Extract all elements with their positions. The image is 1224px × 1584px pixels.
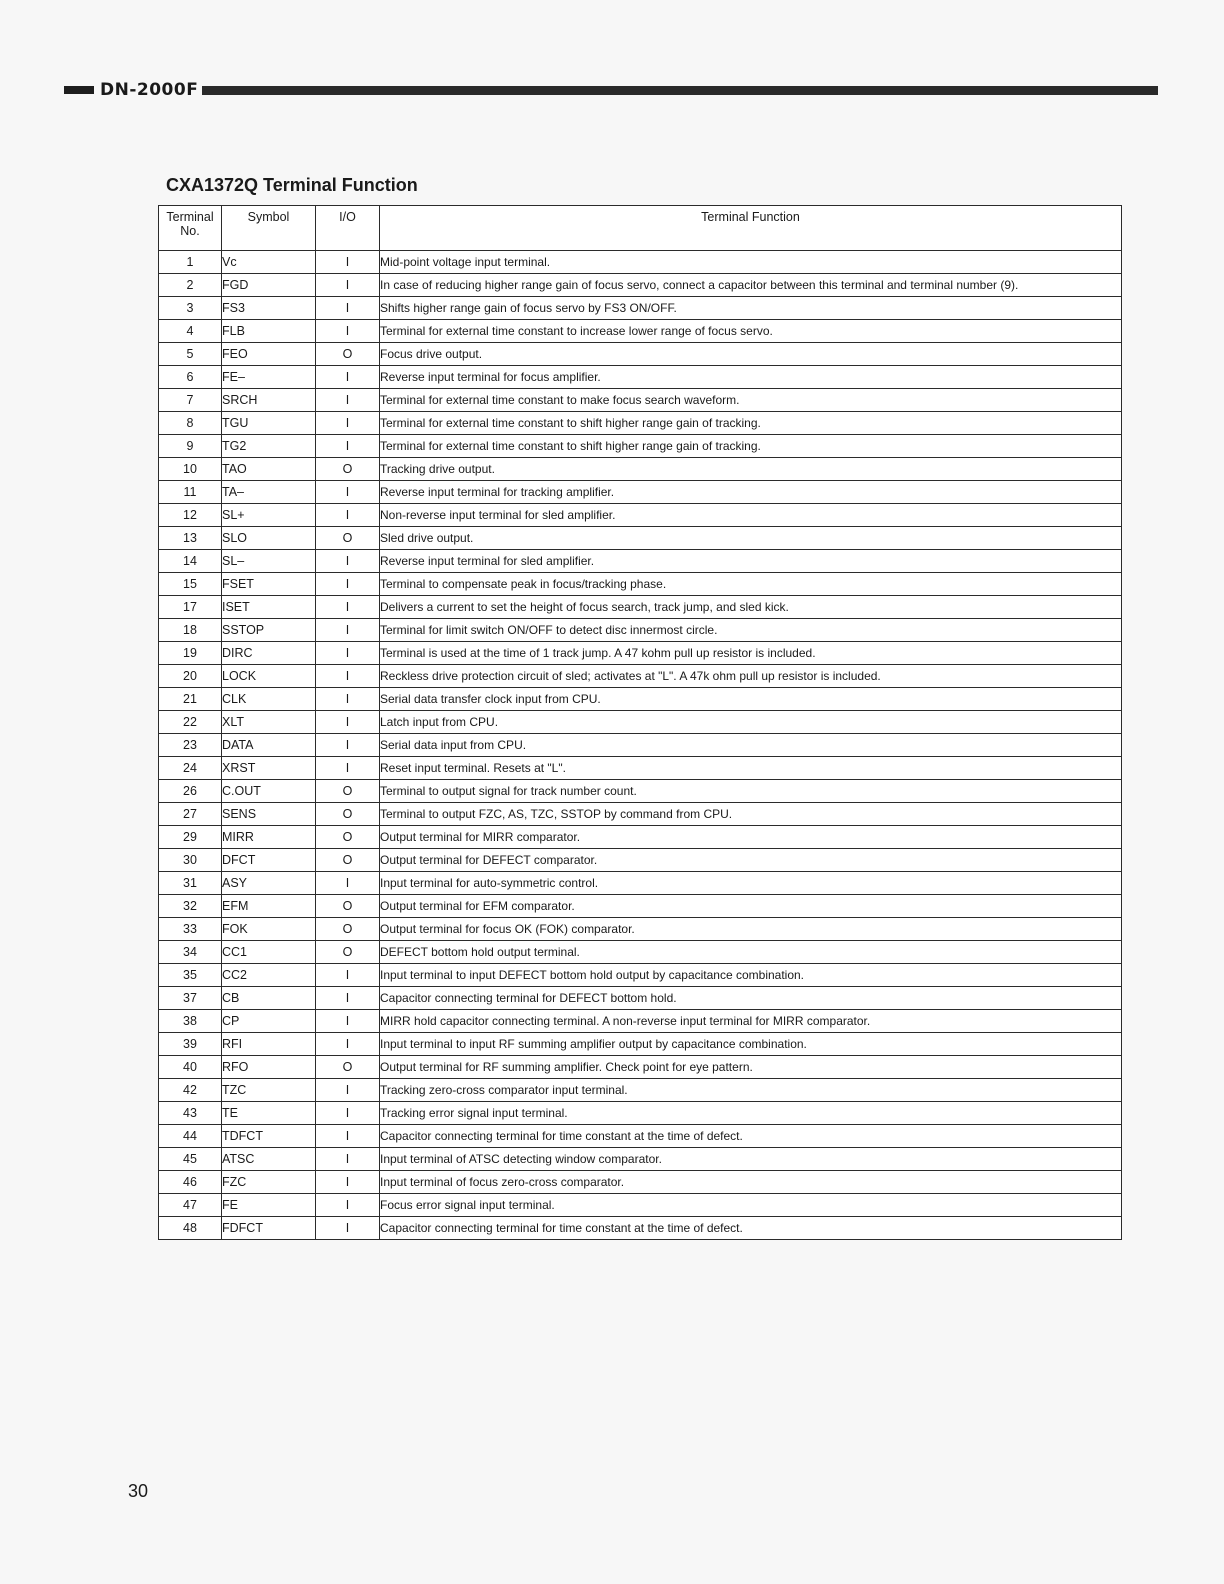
function-cell: Serial data transfer clock input from CPU.	[380, 688, 1122, 711]
io-cell: I	[316, 389, 380, 412]
table-row	[159, 1102, 1122, 1125]
function-cell: Reverse input terminal for sled amplifier.	[380, 550, 1122, 573]
io-cell: I	[316, 619, 380, 642]
function-cell: Focus error signal input terminal.	[380, 1194, 1122, 1217]
function-cell: Terminal is used at the time of 1 track jump. A 47 kohm pull up resistor is included.	[380, 642, 1122, 665]
function-cell: In case of reducing higher range gain of focus servo, connect a capacitor between this terminal and terminal number (9).	[380, 274, 1122, 297]
symbol-cell: FSET	[222, 573, 316, 596]
io-cell: I	[316, 1102, 380, 1125]
io-cell: I	[316, 504, 380, 527]
table-row	[159, 1171, 1122, 1194]
function-cell: Tracking error signal input terminal.	[380, 1102, 1122, 1125]
terminal-no-cell: 35	[159, 964, 222, 987]
table-row	[159, 1033, 1122, 1056]
symbol-cell: LOCK	[222, 665, 316, 688]
terminal-no-cell: 18	[159, 619, 222, 642]
table-row	[159, 1056, 1122, 1079]
io-cell: I	[316, 481, 380, 504]
table-row	[159, 734, 1122, 757]
terminal-no-cell: 22	[159, 711, 222, 734]
function-cell: Shifts higher range gain of focus servo by FS3 ON/OFF.	[380, 297, 1122, 320]
table-row	[159, 458, 1122, 481]
symbol-cell: DFCT	[222, 849, 316, 872]
terminal-no-cell: 23	[159, 734, 222, 757]
table-row	[159, 757, 1122, 780]
function-cell: Output terminal for focus OK (FOK) comparator.	[380, 918, 1122, 941]
terminal-no-cell: 9	[159, 435, 222, 458]
symbol-cell: ISET	[222, 596, 316, 619]
io-cell: O	[316, 918, 380, 941]
symbol-cell: TGU	[222, 412, 316, 435]
symbol-cell: TE	[222, 1102, 316, 1125]
terminal-no-cell: 48	[159, 1217, 222, 1240]
function-cell: Capacitor connecting terminal for time constant at the time of defect.	[380, 1217, 1122, 1240]
io-cell: O	[316, 826, 380, 849]
terminal-no-cell: 43	[159, 1102, 222, 1125]
symbol-cell: SSTOP	[222, 619, 316, 642]
io-cell: I	[316, 573, 380, 596]
io-cell: I	[316, 274, 380, 297]
table-row	[159, 987, 1122, 1010]
table-row	[159, 251, 1122, 274]
terminal-no-cell: 32	[159, 895, 222, 918]
symbol-cell: CLK	[222, 688, 316, 711]
table-row	[159, 389, 1122, 412]
function-cell: Terminal for limit switch ON/OFF to detect disc innermost circle.	[380, 619, 1122, 642]
table-row	[159, 412, 1122, 435]
terminal-no-cell: 39	[159, 1033, 222, 1056]
table-row	[159, 573, 1122, 596]
terminal-no-cell: 30	[159, 849, 222, 872]
symbol-cell: DIRC	[222, 642, 316, 665]
terminal-no-cell: 14	[159, 550, 222, 573]
table-row	[159, 665, 1122, 688]
terminal-no-cell: 34	[159, 941, 222, 964]
io-cell: I	[316, 435, 380, 458]
io-cell: I	[316, 1194, 380, 1217]
terminal-no-cell: 4	[159, 320, 222, 343]
function-cell: Output terminal for RF summing amplifier. Check point for eye pattern.	[380, 1056, 1122, 1079]
function-cell: MIRR hold capacitor connecting terminal. A non-reverse input terminal for MIRR comparator.	[380, 1010, 1122, 1033]
symbol-cell: FGD	[222, 274, 316, 297]
symbol-cell: SLO	[222, 527, 316, 550]
table-row	[159, 1148, 1122, 1171]
io-cell: I	[316, 734, 380, 757]
terminal-no-cell: 19	[159, 642, 222, 665]
function-cell: Output terminal for MIRR comparator.	[380, 826, 1122, 849]
terminal-no-cell: 27	[159, 803, 222, 826]
symbol-cell: TDFCT	[222, 1125, 316, 1148]
terminal-no-cell: 42	[159, 1079, 222, 1102]
function-cell: Reverse input terminal for tracking amplifier.	[380, 481, 1122, 504]
table-row	[159, 343, 1122, 366]
function-cell: Capacitor connecting terminal for DEFECT bottom hold.	[380, 987, 1122, 1010]
io-cell: O	[316, 803, 380, 826]
page-number: 30	[128, 1481, 149, 1501]
symbol-cell: TAO	[222, 458, 316, 481]
io-cell: O	[316, 895, 380, 918]
terminal-no-cell: 11	[159, 481, 222, 504]
function-cell: Input terminal for auto-symmetric control.	[380, 872, 1122, 895]
table-row	[159, 918, 1122, 941]
symbol-cell: RFO	[222, 1056, 316, 1079]
table-row	[159, 1010, 1122, 1033]
io-cell: I	[316, 1171, 380, 1194]
function-cell: DEFECT bottom hold output terminal.	[380, 941, 1122, 964]
symbol-cell: ASY	[222, 872, 316, 895]
table-row	[159, 481, 1122, 504]
table-row	[159, 826, 1122, 849]
io-cell: O	[316, 343, 380, 366]
io-cell: I	[316, 366, 380, 389]
header-io: I/O	[316, 206, 380, 251]
table-row	[159, 550, 1122, 573]
symbol-cell: TA–	[222, 481, 316, 504]
model-name: DN-2000F	[100, 80, 199, 100]
table-row	[159, 527, 1122, 550]
symbol-cell: Vc	[222, 251, 316, 274]
io-cell: I	[316, 711, 380, 734]
terminal-no-cell: 21	[159, 688, 222, 711]
terminal-no-cell: 33	[159, 918, 222, 941]
header-block-mark	[64, 86, 94, 94]
io-cell: O	[316, 941, 380, 964]
table-row	[159, 711, 1122, 734]
io-cell: I	[316, 872, 380, 895]
terminal-no-cell: 31	[159, 872, 222, 895]
table-body	[159, 251, 1122, 1240]
function-cell: Terminal for external time constant to shift higher range gain of tracking.	[380, 412, 1122, 435]
io-cell: I	[316, 987, 380, 1010]
table-row	[159, 1217, 1122, 1240]
table-row	[159, 872, 1122, 895]
function-cell: Delivers a current to set the height of focus search, track jump, and sled kick.	[380, 596, 1122, 619]
terminal-function-table	[158, 205, 1122, 1240]
io-cell: O	[316, 849, 380, 872]
io-cell: I	[316, 1217, 380, 1240]
symbol-cell: FZC	[222, 1171, 316, 1194]
table-row	[159, 849, 1122, 872]
terminal-no-cell: 6	[159, 366, 222, 389]
symbol-cell: CC2	[222, 964, 316, 987]
io-cell: I	[316, 642, 380, 665]
function-cell: Non-reverse input terminal for sled amplifier.	[380, 504, 1122, 527]
function-cell: Terminal for external time constant to make focus search waveform.	[380, 389, 1122, 412]
function-cell: Serial data input from CPU.	[380, 734, 1122, 757]
terminal-no-cell: 20	[159, 665, 222, 688]
function-cell: Terminal for external time constant to increase lower range of focus servo.	[380, 320, 1122, 343]
symbol-cell: CP	[222, 1010, 316, 1033]
symbol-cell: FE–	[222, 366, 316, 389]
io-cell: I	[316, 665, 380, 688]
header-symbol: Symbol	[222, 206, 316, 251]
symbol-cell: XLT	[222, 711, 316, 734]
function-cell: Input terminal to input DEFECT bottom hold output by capacitance combination.	[380, 964, 1122, 987]
terminal-no-cell: 8	[159, 412, 222, 435]
header-rule	[202, 86, 1158, 95]
io-cell: I	[316, 1079, 380, 1102]
io-cell: O	[316, 527, 380, 550]
symbol-cell: MIRR	[222, 826, 316, 849]
symbol-cell: FLB	[222, 320, 316, 343]
symbol-cell: SL+	[222, 504, 316, 527]
io-cell: I	[316, 596, 380, 619]
symbol-cell: RFI	[222, 1033, 316, 1056]
io-cell: O	[316, 780, 380, 803]
table-row	[159, 688, 1122, 711]
function-cell: Input terminal of ATSC detecting window comparator.	[380, 1148, 1122, 1171]
io-cell: I	[316, 1010, 380, 1033]
header-terminal-function: Terminal Function	[380, 206, 1122, 251]
function-cell: Reverse input terminal for focus amplifier.	[380, 366, 1122, 389]
terminal-no-cell: 44	[159, 1125, 222, 1148]
symbol-cell: FEO	[222, 343, 316, 366]
function-cell: Reckless drive protection circuit of sled; activates at "L". A 47k ohm pull up resistor is included.	[380, 665, 1122, 688]
function-cell: Terminal to compensate peak in focus/tracking phase.	[380, 573, 1122, 596]
table-row	[159, 366, 1122, 389]
table-row	[159, 803, 1122, 826]
function-cell: Mid-point voltage input terminal.	[380, 251, 1122, 274]
function-cell: Terminal to output signal for track number count.	[380, 780, 1122, 803]
header-terminal-no: Terminal No.	[159, 206, 222, 251]
terminal-no-cell: 45	[159, 1148, 222, 1171]
symbol-cell: FS3	[222, 297, 316, 320]
table-row	[159, 1125, 1122, 1148]
terminal-no-cell: 24	[159, 757, 222, 780]
table-row	[159, 1194, 1122, 1217]
function-cell: Capacitor connecting terminal for time constant at the time of defect.	[380, 1125, 1122, 1148]
function-cell: Latch input from CPU.	[380, 711, 1122, 734]
page-title: CXA1372Q Terminal Function	[166, 175, 418, 195]
table-row	[159, 619, 1122, 642]
table-row	[159, 596, 1122, 619]
symbol-cell: C.OUT	[222, 780, 316, 803]
io-cell: I	[316, 297, 380, 320]
table-row	[159, 941, 1122, 964]
table-header-row	[159, 206, 1122, 251]
io-cell: I	[316, 320, 380, 343]
symbol-cell: ATSC	[222, 1148, 316, 1171]
terminal-no-cell: 13	[159, 527, 222, 550]
io-cell: I	[316, 1033, 380, 1056]
function-cell: Focus drive output.	[380, 343, 1122, 366]
terminal-no-cell: 40	[159, 1056, 222, 1079]
table-row	[159, 1079, 1122, 1102]
terminal-no-cell: 3	[159, 297, 222, 320]
function-cell: Terminal for external time constant to shift higher range gain of tracking.	[380, 435, 1122, 458]
table-row	[159, 964, 1122, 987]
terminal-no-cell: 1	[159, 251, 222, 274]
symbol-cell: CC1	[222, 941, 316, 964]
terminal-no-cell: 46	[159, 1171, 222, 1194]
terminal-no-cell: 29	[159, 826, 222, 849]
terminal-no-cell: 2	[159, 274, 222, 297]
function-cell: Input terminal of focus zero-cross comparator.	[380, 1171, 1122, 1194]
table-row	[159, 504, 1122, 527]
io-cell: I	[316, 964, 380, 987]
io-cell: I	[316, 1148, 380, 1171]
symbol-cell: XRST	[222, 757, 316, 780]
table-row	[159, 320, 1122, 343]
function-cell: Input terminal to input RF summing amplifier output by capacitance combination.	[380, 1033, 1122, 1056]
io-cell: I	[316, 251, 380, 274]
terminal-no-cell: 5	[159, 343, 222, 366]
table-row	[159, 274, 1122, 297]
terminal-no-cell: 7	[159, 389, 222, 412]
table-row	[159, 895, 1122, 918]
table-row	[159, 435, 1122, 458]
io-cell: I	[316, 688, 380, 711]
function-cell: Output terminal for DEFECT comparator.	[380, 849, 1122, 872]
io-cell: O	[316, 458, 380, 481]
function-cell: Output terminal for EFM comparator.	[380, 895, 1122, 918]
terminal-no-cell: 37	[159, 987, 222, 1010]
io-cell: I	[316, 550, 380, 573]
table-row	[159, 642, 1122, 665]
io-cell: I	[316, 412, 380, 435]
terminal-no-cell: 26	[159, 780, 222, 803]
page-header	[64, 80, 1158, 100]
symbol-cell: TZC	[222, 1079, 316, 1102]
table-row	[159, 780, 1122, 803]
symbol-cell: FE	[222, 1194, 316, 1217]
io-cell: I	[316, 1125, 380, 1148]
symbol-cell: SENS	[222, 803, 316, 826]
symbol-cell: TG2	[222, 435, 316, 458]
table-row	[159, 297, 1122, 320]
symbol-cell: CB	[222, 987, 316, 1010]
function-cell: Reset input terminal. Resets at "L".	[380, 757, 1122, 780]
terminal-no-cell: 47	[159, 1194, 222, 1217]
io-cell: I	[316, 757, 380, 780]
symbol-cell: SRCH	[222, 389, 316, 412]
terminal-no-cell: 12	[159, 504, 222, 527]
function-cell: Tracking zero-cross comparator input terminal.	[380, 1079, 1122, 1102]
terminal-no-cell: 17	[159, 596, 222, 619]
io-cell: O	[316, 1056, 380, 1079]
terminal-no-cell: 10	[159, 458, 222, 481]
symbol-cell: SL–	[222, 550, 316, 573]
function-cell: Terminal to output FZC, AS, TZC, SSTOP by command from CPU.	[380, 803, 1122, 826]
function-cell: Sled drive output.	[380, 527, 1122, 550]
symbol-cell: FDFCT	[222, 1217, 316, 1240]
symbol-cell: FOK	[222, 918, 316, 941]
terminal-no-cell: 15	[159, 573, 222, 596]
symbol-cell: EFM	[222, 895, 316, 918]
symbol-cell: DATA	[222, 734, 316, 757]
function-cell: Tracking drive output.	[380, 458, 1122, 481]
terminal-no-cell: 38	[159, 1010, 222, 1033]
